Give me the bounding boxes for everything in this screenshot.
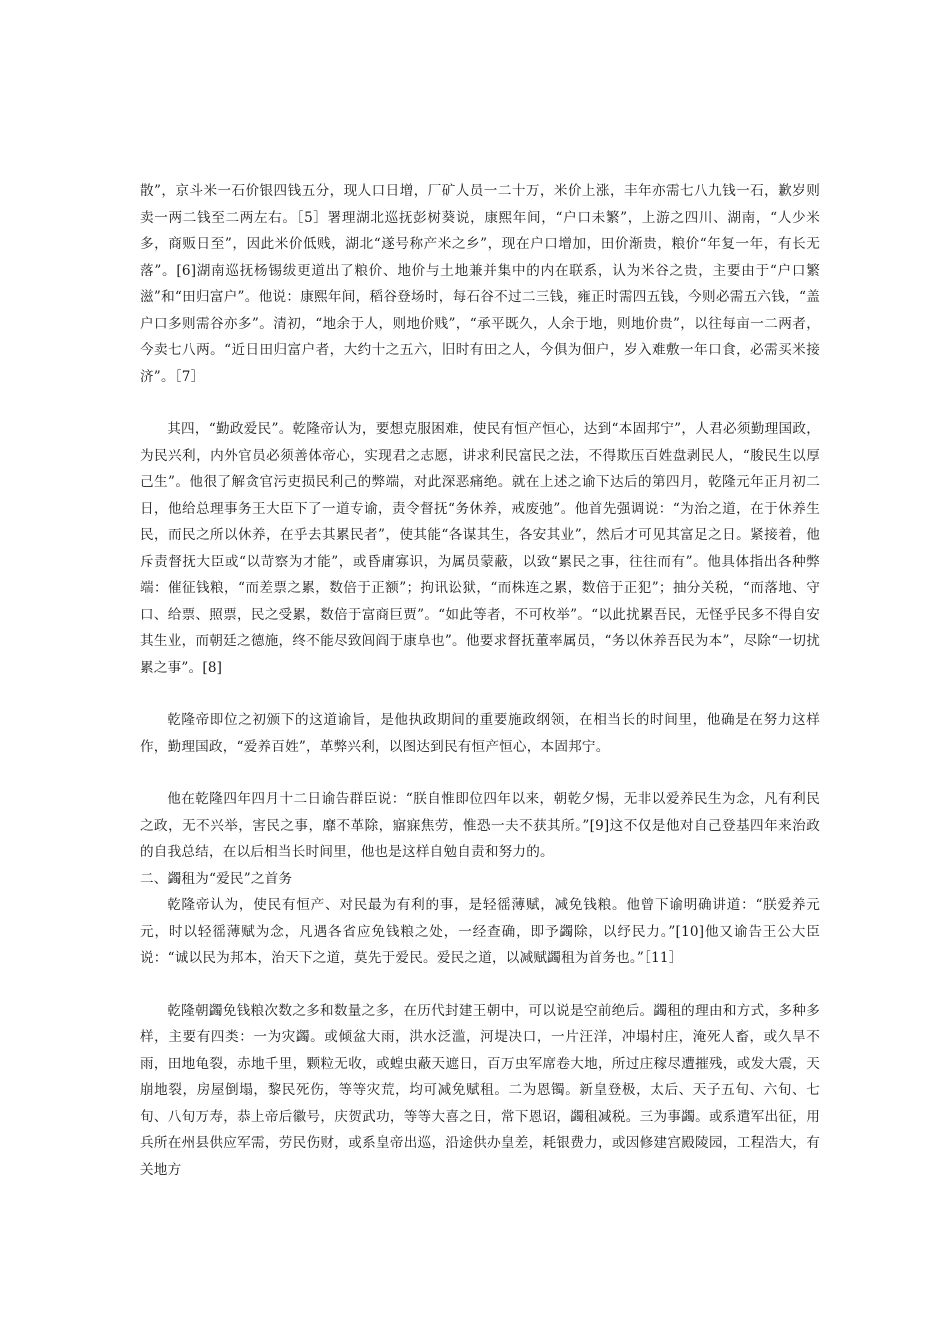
paragraph-fourth-year-edict: 他在乾隆四年四月十二日谕告群臣说：“朕自惟即位四年以来，朝乾夕惕，无非以爱养民生为念，凡有利民之政，无不兴举，害民之事，靡不革除，寤寐焦劳，惟恐一夫不获其所。”[9]这不仅是他对自己登基四年来治政的自我总结，在以后相当长时间里，他也是这样自勉自责和努力的。 bbox=[140, 791, 820, 860]
paragraph-grain-prices: 散”，京斗米一石价银四钱五分，现人口日增，厂矿人员一二十万，米价上涨，丰年亦需七八九钱一石，歉岁则卖一两二钱至二两左右。［5］署理湖北巡抚彭树葵说，康熙年间，“户口未繁”，上游之四川、湖南，“人少米多，商贩日至”，因此米价低贱，湖北“遂号称产米之乡”，现在户口增加，田价渐贵，粮价“年复一年，有长无落”。[6]湖南巡抚杨锡绂更道出了粮价、地价与土地兼并集中的内在联系，认为米谷之贵，主要由于“户口繁滋”和“田归富户”。他说：康熙年间，稻谷登场时，每石谷不过二三钱，雍正时需四五钱，今则必需五六钱，“盖户口多则需谷亦多”。清初，“地余于人，则地价贱”，“承平既久，人余于地，则地价贵”，以往每亩一二两者，今卖七八两。“近日田归富户者，大约十之五六，旧时有田之人，今俱为佃户，岁入难敷一年口食，必需买米接济”。［7］ bbox=[140, 183, 820, 385]
section-heading: 二、蠲租为“爱民”之首务 bbox=[140, 870, 293, 887]
document-page bbox=[140, 178, 820, 1183]
paragraph-edict-program: 乾隆帝即位之初颁下的这道谕旨，是他执政期间的重要施政纲领，在相当长的时间里，他确是在努力这样作，勤理国政，“爱养百姓”，革弊兴利，以图达到民有恒产恒心，本固邦宁。 bbox=[140, 712, 820, 755]
paragraph-diligent-governance: 其四，“勤政爱民”。乾隆帝认为，要想克服困难，使民有恒产恒心，达到“本固邦宁”，人君必须勤理国政，为民兴利，内外官员必须善体帝心，实现君之志愿，讲求利民富民之法，不得欺压百姓盘剥民人，“朘民生以厚己生”。他很了解贪官污吏损民利己的弊端，对此深恶痛绝。就在上述之谕下达后的第四月，乾隆元年正月初二日，他给总理事务王大臣下了一道专谕，责令督抚“务休养，戒废弛”。他首先强调说：“为治之道，在于休养生民，而民之所以休养，在乎去其累民者”，使其能“各谋其生，各安其业”，然后才可见其富足之日。紧接着，他斥责督抚大臣或“以苛察为才能”，或昏庸寡识，为属员蒙蔽，以致“累民之事，往往而有”。他具体指出各种弊端：催征钱粮，“而差票之累，数倍于正额”；拘讯讼狱，“而株连之累，数倍于正犯”；抽分关税，“而落地、守口、给票、照票，民之受累，数倍于富商巨贾”。“如此等者，不可枚举”。“以此扰累吾民，无怪乎民多不得自安其生业，而朝廷之德施，终不能尽致闾阎于康阜也”。他要求督抚董率属员，“务以休养吾民为本”，尽除“一切扰累之事”。[8] bbox=[140, 421, 820, 676]
paragraph-tax-remission-types: 乾隆朝蠲免钱粮次数之多和数量之多，在历代封建王朝中，可以说是空前绝后。蠲租的理由和方式，多种多样，主要有四类：一为灾蠲。或倾盆大雨，洪水泛滥，河堤决口，一片汪洋，冲塌村庄，淹死人畜，或久旱不雨，田地龟裂，赤地千里，颗粒无收，或蝗虫蔽天遮日，百万虫军席卷大地，所过庄稼尽遭摧残，或发大震，天崩地裂，房屋倒塌，黎民死伤，等等灾荒，均可减免赋租。二为恩镯。新皇登极，太后、天子五旬、六旬、七旬、八旬万寿，恭上帝后徽号，庆贺武功，等等大喜之日，常下恩诏，蠲租减税。三为事蠲。或系遣军出征，用兵所在州县供应军需，劳民伤财，或系皇帝出巡，沿途供办皇差，耗银费力，或因修建宫殿陵园，工程浩大，有关地方 bbox=[140, 1002, 820, 1178]
paragraph-light-taxation: 乾隆帝认为，使民有恒产、对民最为有利的事，是轻徭薄赋，减免钱粮。他曾下谕明确讲道：“朕爱养元元，时以轻徭薄赋为念，凡遇各省应免钱粮之处，一经查确，即予蠲除，以纾民力。”[10]他又谕告王公大臣说：“诚以民为邦本，治天下之道，莫先于爱民。爱民之道，以减赋蠲租为首务也。”［11］ bbox=[140, 897, 820, 966]
